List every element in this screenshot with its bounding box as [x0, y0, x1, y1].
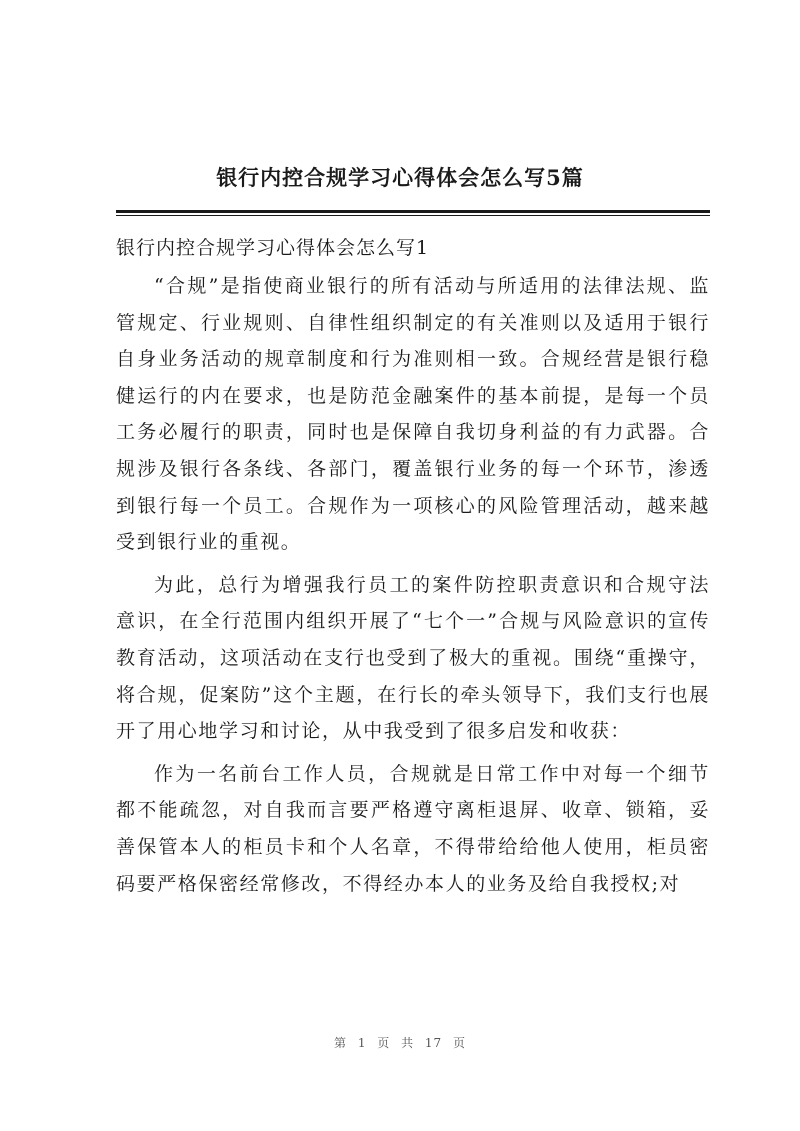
section-heading: 银行内控合规学习心得体会怎么写1 — [116, 237, 430, 259]
document-title: 银行内控合规学习心得体会怎么写5篇 — [216, 165, 584, 190]
title-divider-thin — [116, 215, 710, 216]
title-divider — [116, 210, 710, 213]
paragraph: 为此，总行为增强我行员工的案件防控职责意识和合规守法意识，在全行范围内组织开展了“七个一”合规与风险意识的宣传教育活动，这项活动在支行也受到了极大的重视。围绕“重操守，将合规，促案防”这个主题，在行长的牵头领导下，我们支行也展开了用心地学习和讨论，从中我受到了很多启发和收获： — [116, 573, 710, 743]
document-body — [116, 268, 710, 902]
page-number-footer: 第 1 页 共 17 页 — [334, 1036, 466, 1050]
paragraph: “合规”是指使商业银行的所有活动与所适用的法律法规、监管规定、行业规则、自律性组织制定的有关准则以及适用于银行自身业务活动的规章制度和行为准则相一致。合规经营是银行稳健运行的内在要求，也是防范金融案件的基本前提，是每一个员工务必履行的职责，同时也是保障自我切身利益的有力武器。合规涉及银行各条线、各部门，覆盖银行业务的每一个环节，渗透到银行每一个员工。合规作为一项核心的风险管理活动，越来越受到银行业的重视。 — [116, 275, 710, 554]
paragraph: 作为一名前台工作人员，合规就是日常工作中对每一个细节都不能疏忽，对自我而言要严格遵守离柜退屏、收章、锁箱，妥善保管本人的柜员卡和个人名章，不得带给给他人使用，柜员密码要严格保密经常修改，不得经办本人的业务及给自我授权;对 — [116, 762, 710, 895]
